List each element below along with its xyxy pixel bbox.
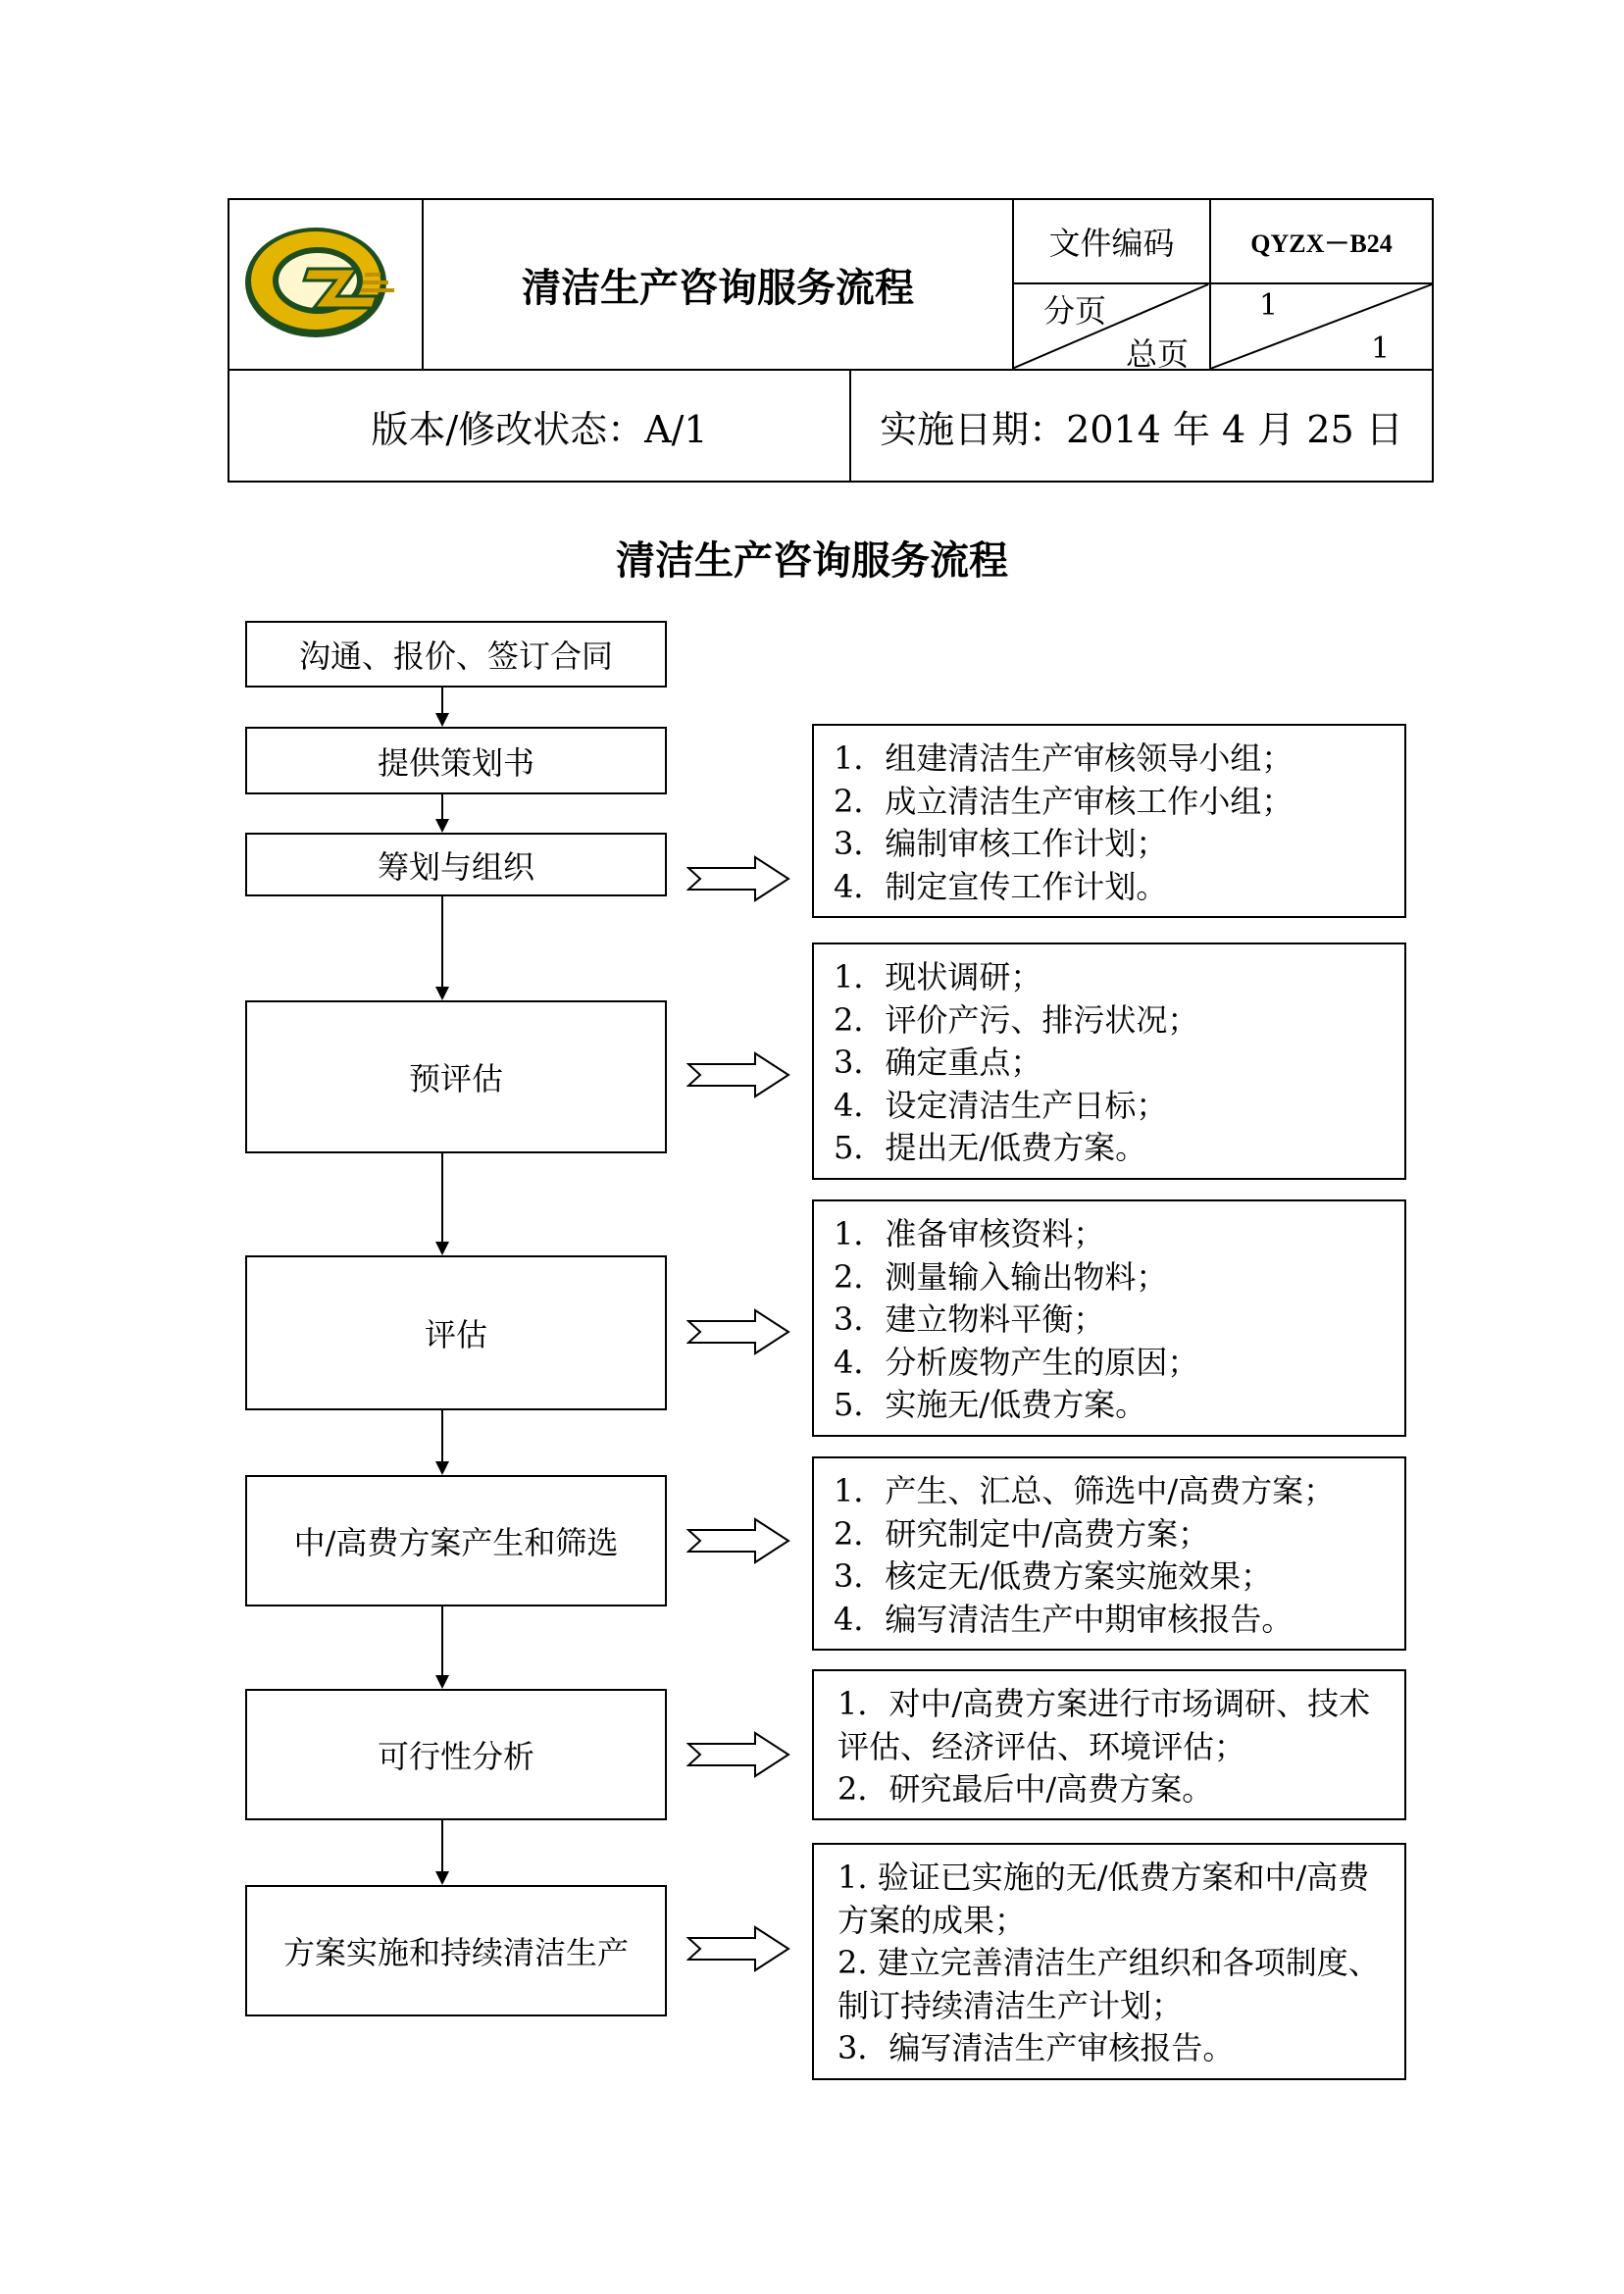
detail-assessment bbox=[812, 1199, 1406, 1437]
page-value: 1 bbox=[1259, 288, 1279, 323]
detail-item: 4．编写清洁生产中期审核报告。 bbox=[834, 1600, 1294, 1638]
step-pre-assessment: 预评估 bbox=[245, 1000, 667, 1153]
detail-implementation bbox=[812, 1843, 1406, 2080]
step-feasibility: 可行性分析 bbox=[245, 1689, 667, 1820]
page-label: 分页 bbox=[1043, 292, 1107, 330]
detail-item: 3．编写清洁生产审核报告。 bbox=[837, 2029, 1235, 2066]
detail-item: 5．提出无/低费方案。 bbox=[834, 1129, 1147, 1166]
step-contract: 沟通、报价、签订合同 bbox=[245, 621, 667, 688]
detail-item: 4．分析废物产生的原因； bbox=[834, 1343, 1199, 1381]
detail-item: 1．产生、汇总、筛选中/高费方案； bbox=[834, 1472, 1336, 1509]
detail-item: 2. 建立完善清洁生产组织和各项制度、制订持续清洁生产计划； bbox=[837, 1944, 1380, 2024]
detail-planning bbox=[812, 724, 1406, 918]
detail-item: 3．核定无/低费方案实施效果； bbox=[834, 1557, 1273, 1595]
doc-number-label: 文件编码 bbox=[1048, 225, 1175, 262]
detail-item: 3．确定重点； bbox=[834, 1044, 1042, 1081]
step-implementation: 方案实施和持续清洁生产 bbox=[245, 1885, 667, 2016]
right-arrow-icon bbox=[686, 1308, 794, 1357]
detail-item: 5．实施无/低费方案。 bbox=[834, 1386, 1147, 1423]
right-arrow-icon bbox=[686, 1925, 794, 1974]
step-option-generation: 中/高费方案产生和筛选 bbox=[245, 1475, 667, 1606]
detail-feasibility bbox=[812, 1669, 1406, 1820]
total-value: 1 bbox=[1371, 331, 1391, 366]
detail-item: 2．成立清洁生产审核工作小组； bbox=[834, 782, 1294, 820]
doc-number-value: QYZX－B24 bbox=[1250, 229, 1393, 258]
detail-item: 1．对中/高费方案进行市场调研、技术评估、经济评估、环境评估； bbox=[837, 1685, 1371, 1765]
detail-item: 1．组建清洁生产审核领导小组； bbox=[834, 739, 1294, 777]
detail-item: 4．制定宣传工作计划。 bbox=[834, 867, 1168, 905]
detail-item: 2．测量输入输出物料； bbox=[834, 1257, 1168, 1296]
company-logo bbox=[239, 218, 406, 345]
step-planning: 筹划与组织 bbox=[245, 833, 667, 896]
detail-pre-assessment bbox=[812, 943, 1406, 1180]
right-arrow-icon bbox=[686, 855, 794, 904]
version-status: 版本/修改状态：A/1 bbox=[371, 407, 708, 451]
right-arrow-icon bbox=[686, 1517, 794, 1566]
detail-item: 2．评价产污、排污状况； bbox=[834, 1000, 1199, 1039]
total-label: 总页 bbox=[1126, 335, 1190, 373]
step-proposal: 提供策划书 bbox=[245, 727, 667, 794]
detail-item: 2．研究最后中/高费方案。 bbox=[837, 1770, 1214, 1808]
detail-item: 2．研究制定中/高费方案； bbox=[834, 1514, 1210, 1553]
right-arrow-icon bbox=[686, 1051, 794, 1100]
right-arrow-icon bbox=[686, 1731, 794, 1780]
effective-date: 实施日期：2014 年 4 月 25 日 bbox=[880, 407, 1403, 451]
document-title: 清洁生产咨询服务流程 bbox=[616, 537, 1008, 584]
detail-item: 1. 验证已实施的无/低费方案和中/高费方案的成果； bbox=[837, 1859, 1370, 1939]
detail-item: 4．设定清洁生产日标； bbox=[834, 1086, 1168, 1124]
step-assessment: 评估 bbox=[245, 1255, 667, 1410]
detail-item: 1．现状调研； bbox=[834, 958, 1042, 995]
detail-item: 1．准备审核资料； bbox=[834, 1215, 1105, 1252]
header-title: 清洁生产咨询服务流程 bbox=[522, 264, 914, 311]
detail-item: 3．建立物料平衡； bbox=[834, 1300, 1105, 1338]
detail-option-generation bbox=[812, 1456, 1406, 1651]
detail-item: 3．编制审核工作计划； bbox=[834, 825, 1168, 862]
